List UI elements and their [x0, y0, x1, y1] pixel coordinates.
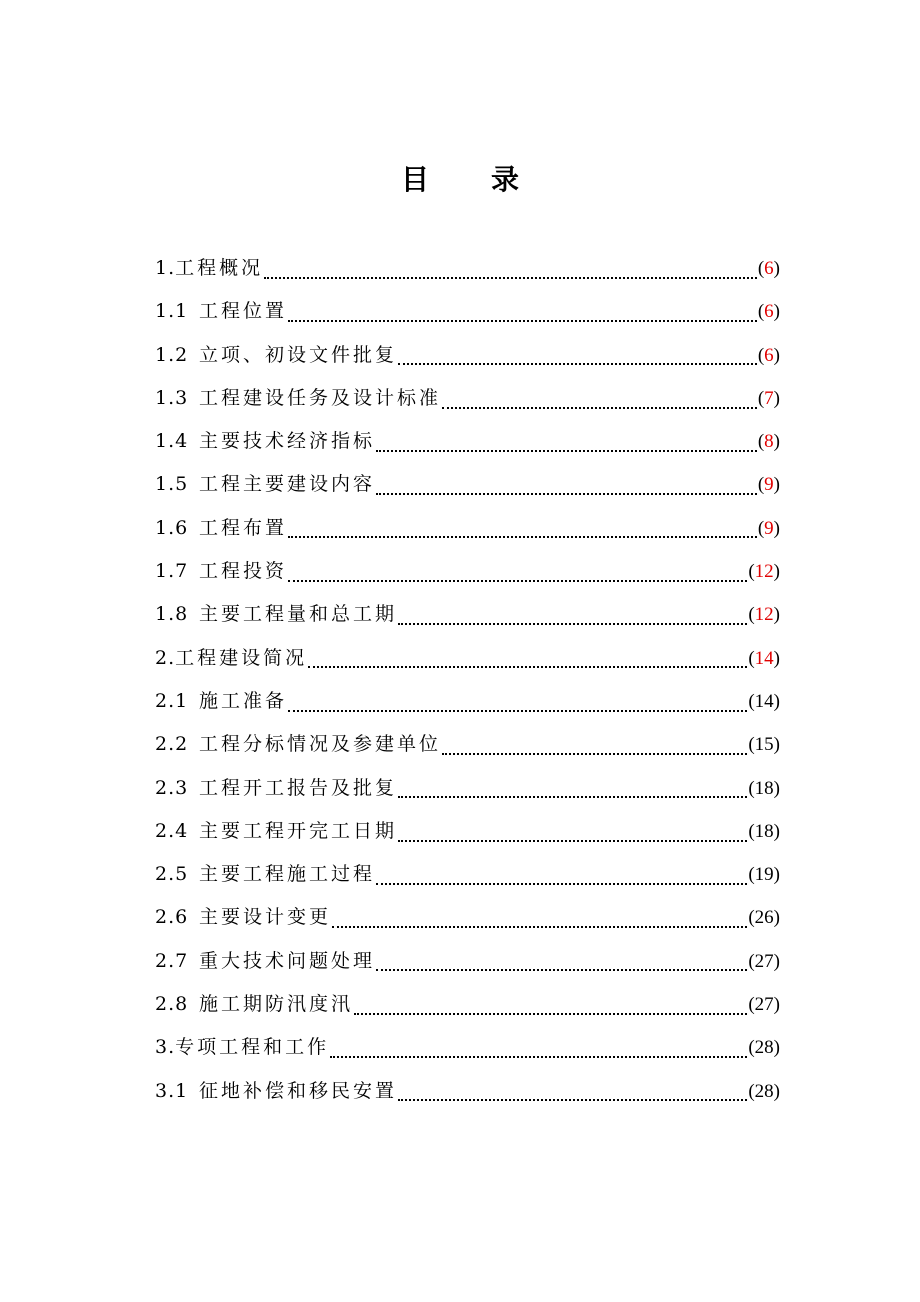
toc-entry-number: 1.5 [155, 473, 189, 496]
toc-entry[interactable] [155, 382, 780, 425]
toc-entry-number: 2.6 [155, 906, 189, 929]
toc-title-left: 目 [400, 163, 429, 196]
toc-entry-title: 工程开工报告及批复 [199, 776, 398, 799]
toc-page-number: 27 [754, 950, 774, 972]
toc-entry-page: (18) [748, 820, 780, 842]
toc-leader-dots [398, 827, 747, 847]
toc-leader-dots [264, 264, 757, 284]
toc-entry-title: 工程布置 [199, 516, 288, 539]
toc-entry-page: (6) [757, 344, 780, 366]
toc-entry-title: 主要工程开完工日期 [199, 819, 398, 842]
toc-leader-dots [288, 307, 757, 327]
toc-page-number: 12 [754, 604, 774, 626]
toc-title-right: 录 [491, 163, 520, 196]
toc-entry-number: 3. [155, 1036, 176, 1059]
toc-page-number: 28 [754, 1037, 774, 1059]
toc-entry-number: 2.4 [155, 819, 189, 842]
toc-entry-title: 工程主要建设内容 [199, 473, 376, 496]
toc-page-number: 28 [754, 1080, 774, 1102]
toc-entry-title: 主要设计变更 [199, 906, 332, 929]
toc-page-number: 15 [754, 734, 774, 756]
toc-entry-number: 2.7 [155, 949, 189, 972]
toc-entry-title: 征地补偿和移民安置 [199, 1079, 398, 1102]
toc-leader-dots [376, 437, 757, 457]
toc-page-number: 6 [764, 301, 774, 323]
toc-leader-dots [442, 394, 757, 414]
toc-page-number: 12 [754, 561, 774, 583]
toc-entry-title: 主要工程量和总工期 [199, 603, 398, 626]
toc-page-number: 27 [754, 994, 774, 1016]
toc-entry[interactable] [155, 598, 780, 641]
toc-entry-page: (12) [748, 561, 780, 583]
toc-entry-page: (14) [748, 690, 780, 712]
toc-entry-page: (6) [757, 258, 780, 279]
toc-entry-page: (19) [748, 864, 780, 886]
toc-leader-dots [376, 870, 747, 890]
toc-entry-page: (27) [748, 950, 780, 972]
toc-leader-dots [288, 697, 747, 717]
toc-leader-dots [442, 740, 747, 760]
toc-page-number: 8 [764, 431, 774, 453]
toc-entry[interactable] [155, 901, 780, 944]
toc-entry-title: 工程投资 [199, 560, 288, 583]
toc-entry[interactable] [155, 685, 780, 728]
toc-entry-number: 2.1 [155, 689, 189, 712]
toc-entry-number: 3.1 [155, 1079, 189, 1102]
toc-leader-dots [332, 913, 747, 933]
toc-entry-page: (6) [757, 301, 780, 323]
toc-entry-number: 1. [155, 257, 176, 279]
toc-list [155, 252, 780, 1118]
toc-leader-dots [308, 653, 747, 673]
toc-entry-title: 工程概况 [175, 257, 264, 279]
toc-entry-page: (26) [748, 907, 780, 929]
toc-page-number: 9 [764, 517, 774, 539]
toc-entry-page: (12) [748, 604, 780, 626]
toc-entry-page: (9) [757, 517, 780, 539]
toc-entry[interactable] [155, 252, 780, 295]
toc-entry[interactable] [155, 555, 780, 598]
toc-entry-title: 工程建设任务及设计标准 [199, 386, 442, 409]
toc-page-number: 18 [754, 820, 774, 842]
toc-entry-page: (7) [757, 387, 780, 409]
toc-leader-dots [398, 1086, 747, 1106]
toc-entry-title: 立项、初设文件批复 [199, 343, 398, 366]
toc-leader-dots [398, 610, 747, 630]
toc-leader-dots [288, 567, 747, 587]
toc-leader-dots [288, 523, 757, 543]
toc-entry-page: (8) [757, 431, 780, 453]
toc-page-number: 19 [754, 864, 774, 886]
toc-entry[interactable] [155, 642, 780, 685]
toc-entry[interactable] [155, 1031, 780, 1074]
toc-page-number: 26 [754, 907, 774, 929]
toc-entry-number: 1.8 [155, 603, 189, 626]
toc-page-number: 14 [754, 647, 774, 669]
toc-entry-page: (9) [757, 474, 780, 496]
toc-entry[interactable] [155, 988, 780, 1031]
toc-title [0, 158, 920, 198]
toc-leader-dots [330, 1043, 747, 1063]
toc-entry-title: 工程分标情况及参建单位 [199, 733, 442, 756]
toc-entry[interactable] [155, 295, 780, 338]
toc-entry[interactable] [155, 858, 780, 901]
toc-entry-number: 2.2 [155, 733, 189, 756]
toc-leader-dots [398, 350, 757, 370]
toc-entry-page: (28) [748, 1037, 780, 1059]
toc-entry-number: 2.5 [155, 863, 189, 886]
toc-entry[interactable] [155, 815, 780, 858]
toc-entry[interactable] [155, 468, 780, 511]
toc-entry-page: (27) [748, 994, 780, 1016]
toc-entry-page: (28) [748, 1080, 780, 1102]
toc-entry[interactable] [155, 772, 780, 815]
toc-entry-number: 1.6 [155, 516, 189, 539]
toc-page-number: 6 [764, 258, 774, 279]
toc-entry-page: (18) [748, 777, 780, 799]
toc-entry[interactable] [155, 339, 780, 382]
toc-entry-number: 2. [155, 646, 176, 669]
toc-entry-title: 工程建设简况 [175, 646, 308, 669]
toc-entry-page: (14) [748, 647, 780, 669]
toc-entry[interactable] [155, 1075, 780, 1118]
toc-page-number: 7 [764, 387, 774, 409]
toc-entry-number: 2.8 [155, 993, 189, 1016]
toc-leader-dots [376, 956, 747, 976]
toc-entry[interactable] [155, 728, 780, 771]
toc-leader-dots [354, 1000, 747, 1020]
toc-entry[interactable] [155, 945, 780, 988]
toc-entry-number: 2.3 [155, 776, 189, 799]
toc-entry-title: 主要技术经济指标 [199, 430, 376, 453]
toc-leader-dots [398, 783, 747, 803]
toc-entry-title: 重大技术问题处理 [199, 949, 376, 972]
toc-entry-title: 施工准备 [199, 689, 288, 712]
toc-entry[interactable] [155, 512, 780, 555]
toc-page-number: 18 [754, 777, 774, 799]
toc-entry[interactable] [155, 425, 780, 468]
toc-entry-title: 主要工程施工过程 [199, 863, 376, 886]
toc-entry-number: 1.3 [155, 386, 189, 409]
toc-page-number: 6 [764, 344, 774, 366]
toc-entry-title: 工程位置 [199, 300, 288, 323]
toc-entry-number: 1.7 [155, 560, 189, 583]
toc-page-number: 9 [764, 474, 774, 496]
toc-page-number: 14 [754, 690, 774, 712]
toc-entry-title: 施工期防汛度汛 [199, 993, 354, 1016]
toc-entry-page: (15) [748, 734, 780, 756]
toc-leader-dots [376, 480, 757, 500]
toc-entry-number: 1.1 [155, 300, 189, 323]
toc-entry-title: 专项工程和工作 [175, 1036, 330, 1059]
toc-entry-number: 1.2 [155, 343, 189, 366]
toc-entry-number: 1.4 [155, 430, 189, 453]
